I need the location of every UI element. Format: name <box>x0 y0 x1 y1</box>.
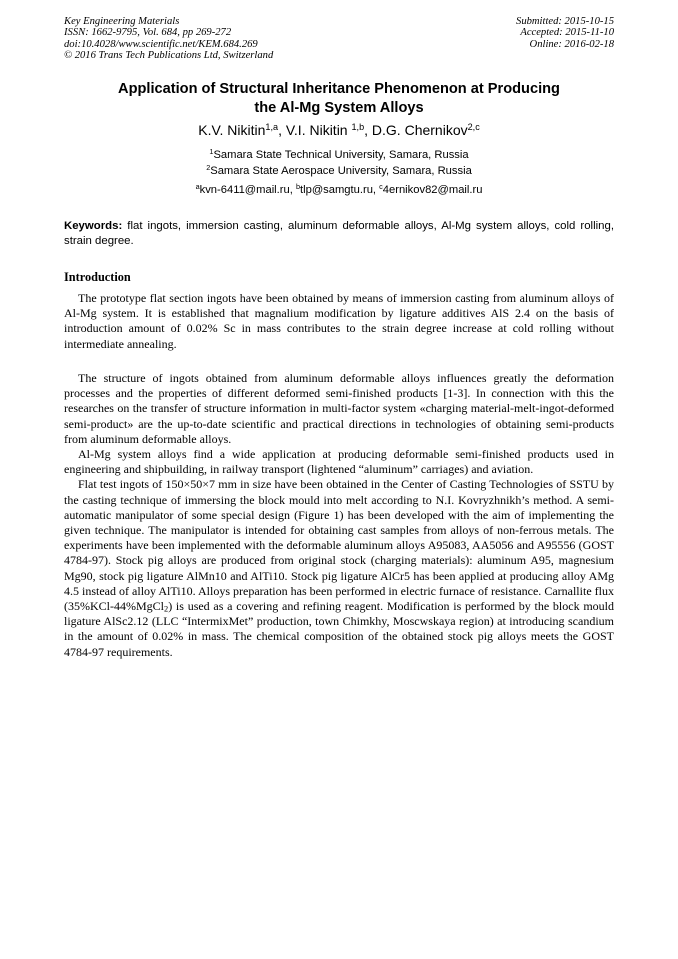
body-paragraph-2: Al-Mg system alloys find a wide application at producing deformable semi-finished products used in engineering and shipbuilding, in railway transport (lightened “aluminum” carriages) and aviation. <box>64 447 614 477</box>
paragraph-text: Flat test ingots of 150×50×7 mm in size have been obtained in the Center of Casting Technologies of SSTU by the casting technique of immersing the block mould into melt according to N.I. Kovryzhnikh’s method. A semi-automatic manipulator of some special design (Figure 1) has been developed with the aim of implementing the given technique. The manipulator is intended for obtaining cast samples from alloys of non-ferrous metals. The experiments have been implemented with the deformable aluminum alloys A95083, AA5056 and A95556 (GOST 4784-97). Stock pig alloys are produced from original stock (charging materials): aluminum A95, magnesium Mg90, stock pig ligature AlMn10 and AlTi10. Stock pig ligature AlCr5 has been applied at producing alloy AMg 4.5 instead of alloy AlTi10. Alloys preparation has been performed in electric furnace of resistance. Carnallite flux (35%KCl-44%MgCl <box>64 477 614 614</box>
journal-name: Key Engineering Materials <box>64 16 180 27</box>
author-affil-sup: 1,a <box>265 122 279 132</box>
subscript: 2 <box>164 604 169 614</box>
abstract-block <box>64 291 614 352</box>
email-list <box>64 183 614 198</box>
affiliation-line <box>64 148 614 164</box>
affiliation-sup: 2 <box>206 162 211 172</box>
email-sup: b <box>295 182 300 191</box>
author-affil-sup: 2,c <box>467 122 480 132</box>
issn-line: ISSN: 1662-9795, Vol. 684, pp 269-272 <box>64 27 232 39</box>
affiliation-sup: 1 <box>209 147 214 156</box>
email-address: tlp@samgtu.ru, <box>300 184 380 196</box>
journal-info <box>64 16 273 61</box>
keywords-text: flat ingots, immersion casting, aluminum deformable alloys, Al-Mg system alloys, cold rolling, strain degree. <box>64 220 614 248</box>
affiliation-text: Samara State Aerospace University, Samara, Russia <box>210 164 472 177</box>
author-affil-sup: 1,b <box>351 122 365 132</box>
author-name: D.G. Chernikov <box>371 122 468 138</box>
email-sup: c <box>379 182 383 191</box>
submitted-date: Submitted: 2015-10-15 <box>516 16 614 27</box>
keywords-block <box>64 219 614 250</box>
author-separator: , <box>278 122 286 138</box>
affiliation-text: Samara State Technical University, Samara, Russia <box>213 149 469 161</box>
abstract-paragraph: The prototype flat section ingots have been obtained by means of immersion casting from aluminum alloys of Al-Mg system. It is established that magnalium modification by ligature additives AlS 2.4 on the basis of introduction amount of 0.02% Sc in mass contributes to the strain degree increase at cold rolling without intermediate annealing. <box>64 291 614 351</box>
author-list <box>64 121 614 139</box>
affiliation-line <box>64 164 614 180</box>
affiliations <box>64 148 614 179</box>
email-sup: a <box>195 182 200 191</box>
accepted-date: Accepted: 2015-11-10 <box>520 27 614 39</box>
introduction-body <box>64 371 614 660</box>
author-separator: , <box>364 122 372 138</box>
email-address: 4ernikov82@mail.ru <box>382 184 483 196</box>
publication-dates <box>516 16 614 50</box>
body-paragraph-1: The structure of ingots obtained from aluminum deformable alloys influences greatly the deformation processes and the properties of different deformed semi-finished products [1-3]. In connection with this the researches on the transfer of structure information in multi-factor system «charging material-melt-ingot-deformed semi-product» are the up-to-date scientific and practical directions in technologies of obtaining semi-products from aluminum deformable alloys. <box>64 371 614 446</box>
email-address: kvn-6411@mail.ru, <box>199 184 296 196</box>
title-line-1: Application of Structural Inheritance Phenomenon at Producing <box>118 81 560 97</box>
online-date: Online: 2016-02-18 <box>529 38 614 50</box>
paragraph-text: ) is used as a covering and refining reagent. Modification is performed by the block mould ligature AlSc2.12 (LLC “IntermixMet” production, town Chimkhy, Moscwskaya region) at introducing scandium in the amount of 0.02% in mass. The chemical composition of the obtained stock pig alloys meets the GOST 4784-97 requirements. <box>64 599 614 659</box>
title-line-2: the Al-Mg System Alloys <box>254 100 424 116</box>
author-name: K.V. Nikitin <box>198 122 266 138</box>
paper-title <box>64 80 614 118</box>
doi-line: doi:10.4028/www.scientific.net/KEM.684.269 <box>64 38 258 50</box>
keywords-label: Keywords: <box>64 220 123 232</box>
author-name: V.I. Nikitin <box>285 122 352 138</box>
section-heading-introduction: Introduction <box>64 270 131 284</box>
body-paragraph-3 <box>64 477 614 659</box>
copyright-line: © 2016 Trans Tech Publications Ltd, Switzerland <box>64 49 274 61</box>
